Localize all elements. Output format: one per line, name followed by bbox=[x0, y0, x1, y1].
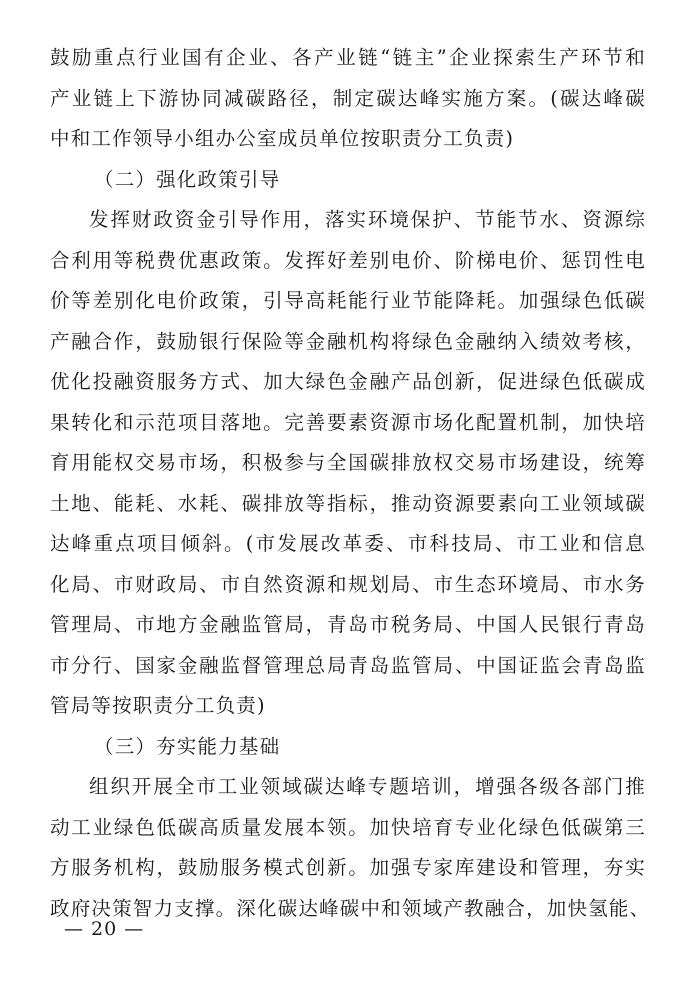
text-line: 价等差别化电价政策，引导高耗能行业节能降耗。加强绿色低碳 bbox=[50, 289, 646, 312]
text-line: 土地、能耗、水耗、碳排放等指标，推动资源要素向工业领域碳 bbox=[50, 491, 646, 515]
body-text bbox=[50, 38, 651, 929]
text-line: 政府决策智力支撑。深化碳达峰碳中和领域产教融合，加快氢能、 bbox=[50, 896, 651, 920]
text-line: 合利用等税费优惠政策。发挥好差别电价、阶梯电价、惩罚性电 bbox=[50, 248, 646, 272]
text-line: 优化投融资服务方式、加大绿色金融产品创新，促进绿色低碳成 bbox=[50, 370, 646, 393]
text-line: 化局、市财政局、市自然资源和规划局、市生态环境局、市水务 bbox=[50, 572, 646, 596]
text-line: 动工业绿色低碳高质量发展本领。加快培育专业化绿色低碳第三 bbox=[50, 815, 646, 839]
text-line: 方服务机构，鼓励服务模式创新。加强专家库建设和管理，夯实 bbox=[50, 856, 646, 879]
text-line: 发挥财政资金引导作用，落实环境保护、节能节水、资源综 bbox=[89, 208, 646, 231]
text-line: 组织开展全市工业领域碳达峰专题培训，增强各级各部门推 bbox=[89, 775, 646, 798]
text-line: 鼓励重点行业国有企业、各产业链“链主”企业探索生产环节和 bbox=[50, 46, 646, 69]
text-line: 产融合作，鼓励银行保险等金融机构将绿色金融纳入绩效考核， bbox=[50, 329, 646, 353]
text-line: 市分行、国家金融监督管理总局青岛监管局、中国证监会青岛监 bbox=[50, 653, 646, 677]
text-line: 管局等按职责分工负责) bbox=[50, 694, 266, 717]
text-line: 果转化和示范项目落地。完善要素资源市场化配置机制，加快培 bbox=[50, 410, 646, 434]
text-line: 中和工作领导小组办公室成员单位按职责分工负责) bbox=[50, 127, 515, 150]
text-line: 产业链上下游协同减碳路径，制定碳达峰实施方案。(碳达峰碳 bbox=[50, 86, 646, 110]
section-heading: （三）夯实能力基础 bbox=[94, 734, 281, 758]
section-heading: （二）强化政策引导 bbox=[94, 167, 281, 191]
text-line: 管理局、市地方金融监管局，青岛市税务局、中国人民银行青岛 bbox=[50, 613, 646, 636]
text-line: 达峰重点项目倾斜。(市发展改革委、市科技局、市工业和信息 bbox=[50, 532, 646, 555]
page-number: — 20 — bbox=[64, 918, 145, 940]
text-line: 育用能权交易市场，积极参与全国碳排放权交易市场建设，统筹 bbox=[50, 451, 646, 474]
